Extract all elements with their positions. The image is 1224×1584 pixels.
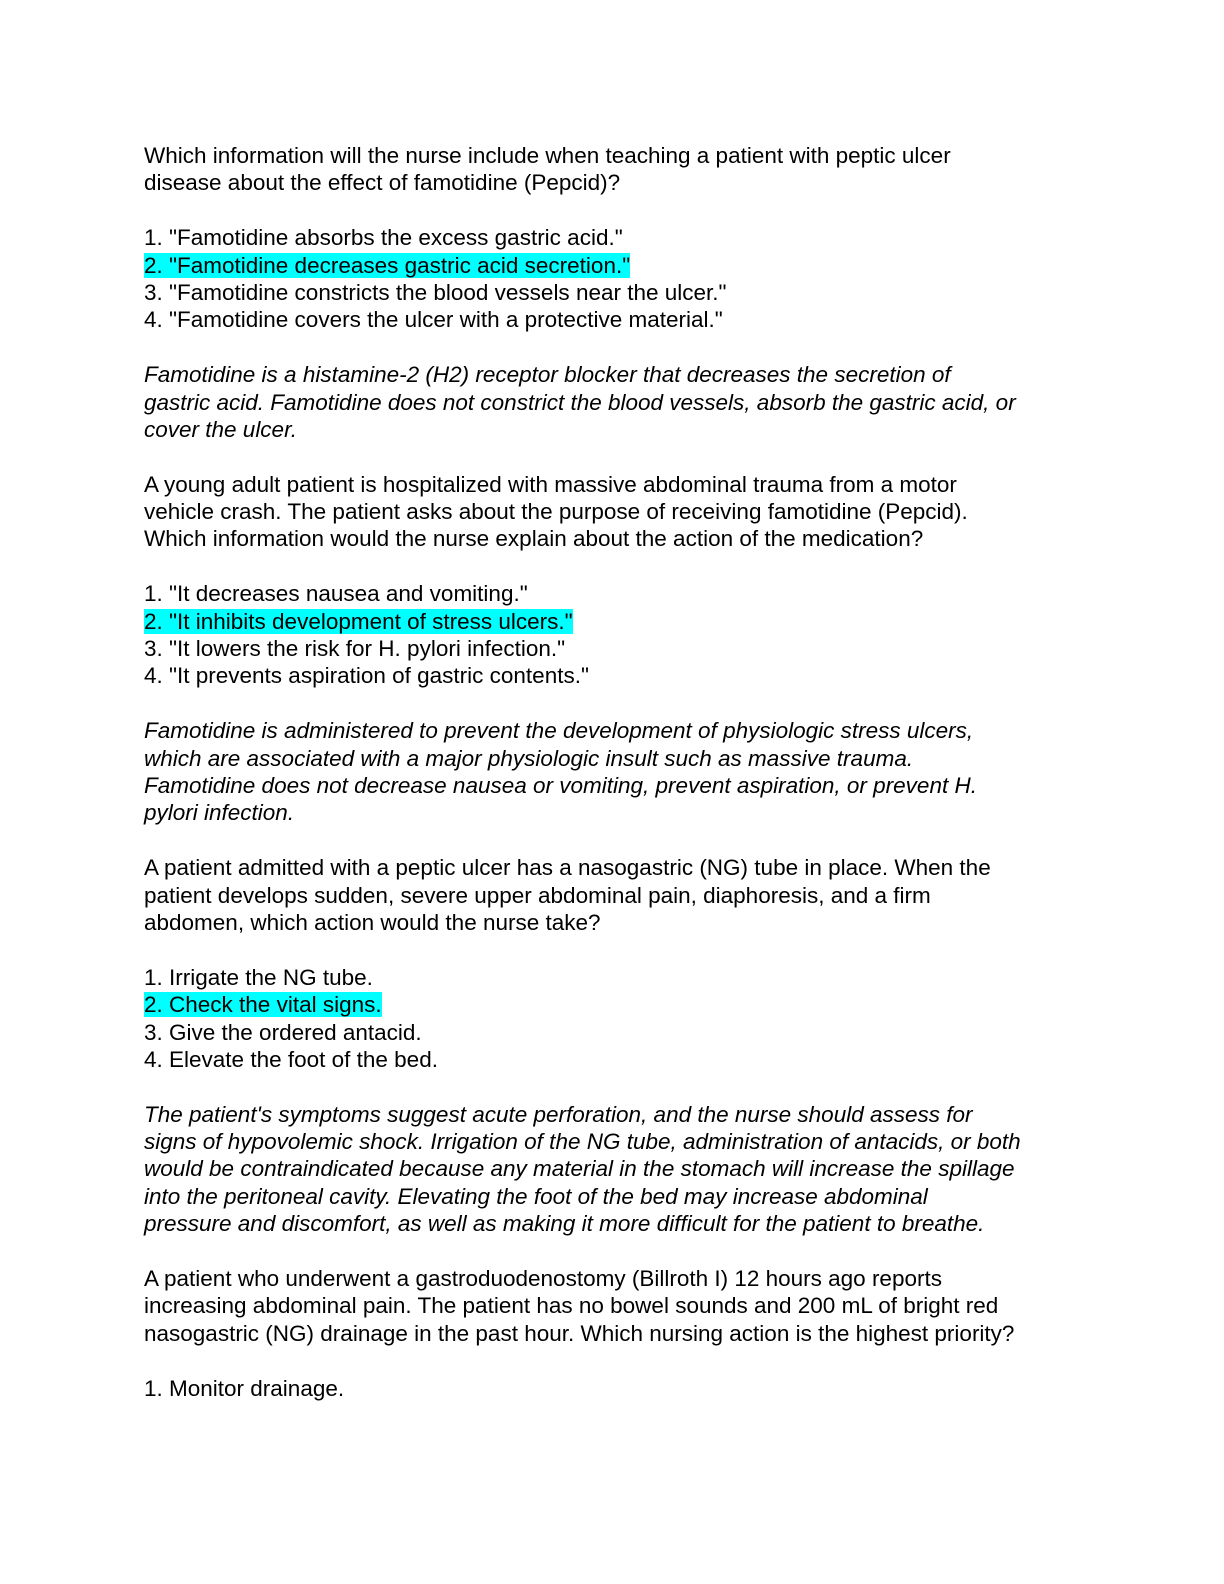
question-stem: [144, 471, 1080, 553]
answer-option: 4. "Famotidine covers the ulcer with a protective material.": [144, 307, 723, 333]
question-stem: [144, 142, 1080, 197]
stem-line: abdomen, which action would the nurse take?: [144, 909, 601, 935]
stem-line: increasing abdominal pain. The patient has no bowel sounds and 200 mL of bright red: [144, 1293, 999, 1319]
rationale: [144, 1101, 1080, 1238]
correct-answer-highlight: 2. Check the vital signs.: [144, 992, 382, 1018]
answer-option: 3. "Famotidine constricts the blood vessels near the ulcer.": [144, 279, 727, 305]
stem-line: Which information would the nurse explain about the action of the medication?: [144, 526, 924, 552]
rationale: [144, 717, 1080, 827]
stem-line: vehicle crash. The patient asks about the purpose of receiving famotidine (Pepcid).: [144, 499, 968, 525]
rationale-line: gastric acid. Famotidine does not constrict the blood vessels, absorb the gastric acid, or: [144, 389, 1016, 415]
answer-option: 4. Elevate the foot of the bed.: [144, 1046, 438, 1072]
answer-option: 4. "It prevents aspiration of gastric contents.": [144, 663, 589, 689]
rationale: [144, 361, 1080, 443]
stem-line: A patient who underwent a gastroduodenostomy (Billroth I) 12 hours ago reports: [144, 1266, 942, 1292]
stem-line: Which information will the nurse include when teaching a patient with peptic ulcer: [144, 143, 951, 168]
answer-options: [144, 224, 1080, 334]
rationale-line: Famotidine does not decrease nausea or vomiting, prevent aspiration, or prevent H.: [144, 772, 977, 798]
answer-option: 3. "It lowers the risk for H. pylori infection.": [144, 636, 566, 662]
correct-answer-highlight: 2. "Famotidine decreases gastric acid secretion.": [144, 252, 631, 278]
answer-option-correct: [144, 252, 1080, 279]
rationale-line: which are associated with a major physiologic insult such as massive trauma.: [144, 745, 914, 771]
rationale-line: signs of hypovolemic shock. Irrigation of the NG tube, administration of antacids, or both: [144, 1129, 1021, 1155]
rationale-line: would be contraindicated because any material in the stomach will increase the spillage: [144, 1156, 1015, 1182]
answer-options: [144, 1375, 1080, 1402]
rationale-line: Famotidine is a histamine-2 (H2) receptor blocker that decreases the secretion of: [144, 362, 951, 388]
answer-option-correct: [144, 991, 1080, 1018]
rationale-line: into the peritoneal cavity. Elevating the foot of the bed may increase abdominal: [144, 1183, 928, 1209]
stem-line: nasogastric (NG) drainage in the past hour. Which nursing action is the highest priority?: [144, 1320, 1015, 1346]
rationale-line: cover the ulcer.: [144, 416, 297, 442]
stem-line: disease about the effect of famotidine (Pepcid)?: [144, 170, 621, 196]
answer-option-correct: [144, 608, 1080, 635]
document-page: [144, 142, 1080, 1429]
rationale-line: The patient's symptoms suggest acute perforation, and the nurse should assess for: [144, 1101, 973, 1127]
answer-options: [144, 580, 1080, 690]
stem-line: patient develops sudden, severe upper abdominal pain, diaphoresis, and a firm: [144, 882, 931, 908]
stem-line: A young adult patient is hospitalized with massive abdominal trauma from a motor: [144, 471, 957, 497]
correct-answer-highlight: 2. "It inhibits development of stress ulcers.": [144, 608, 573, 634]
rationale-line: pressure and discomfort, as well as making it more difficult for the patient to breathe.: [144, 1211, 985, 1237]
rationale-line: pylori infection.: [144, 800, 295, 826]
answer-option: 1. "Famotidine absorbs the excess gastric acid.": [144, 225, 623, 251]
answer-option: 1. Irrigate the NG tube.: [144, 964, 373, 990]
rationale-line: Famotidine is administered to prevent the development of physiologic stress ulcers,: [144, 718, 974, 744]
question-stem: [144, 854, 1080, 936]
answer-option: 1. Monitor drainage.: [144, 1375, 345, 1401]
question-stem: [144, 1265, 1080, 1347]
stem-line: A patient admitted with a peptic ulcer has a nasogastric (NG) tube in place. When the: [144, 855, 991, 881]
answer-option: 3. Give the ordered antacid.: [144, 1019, 422, 1045]
answer-options: [144, 964, 1080, 1074]
answer-option: 1. "It decreases nausea and vomiting.": [144, 581, 528, 607]
